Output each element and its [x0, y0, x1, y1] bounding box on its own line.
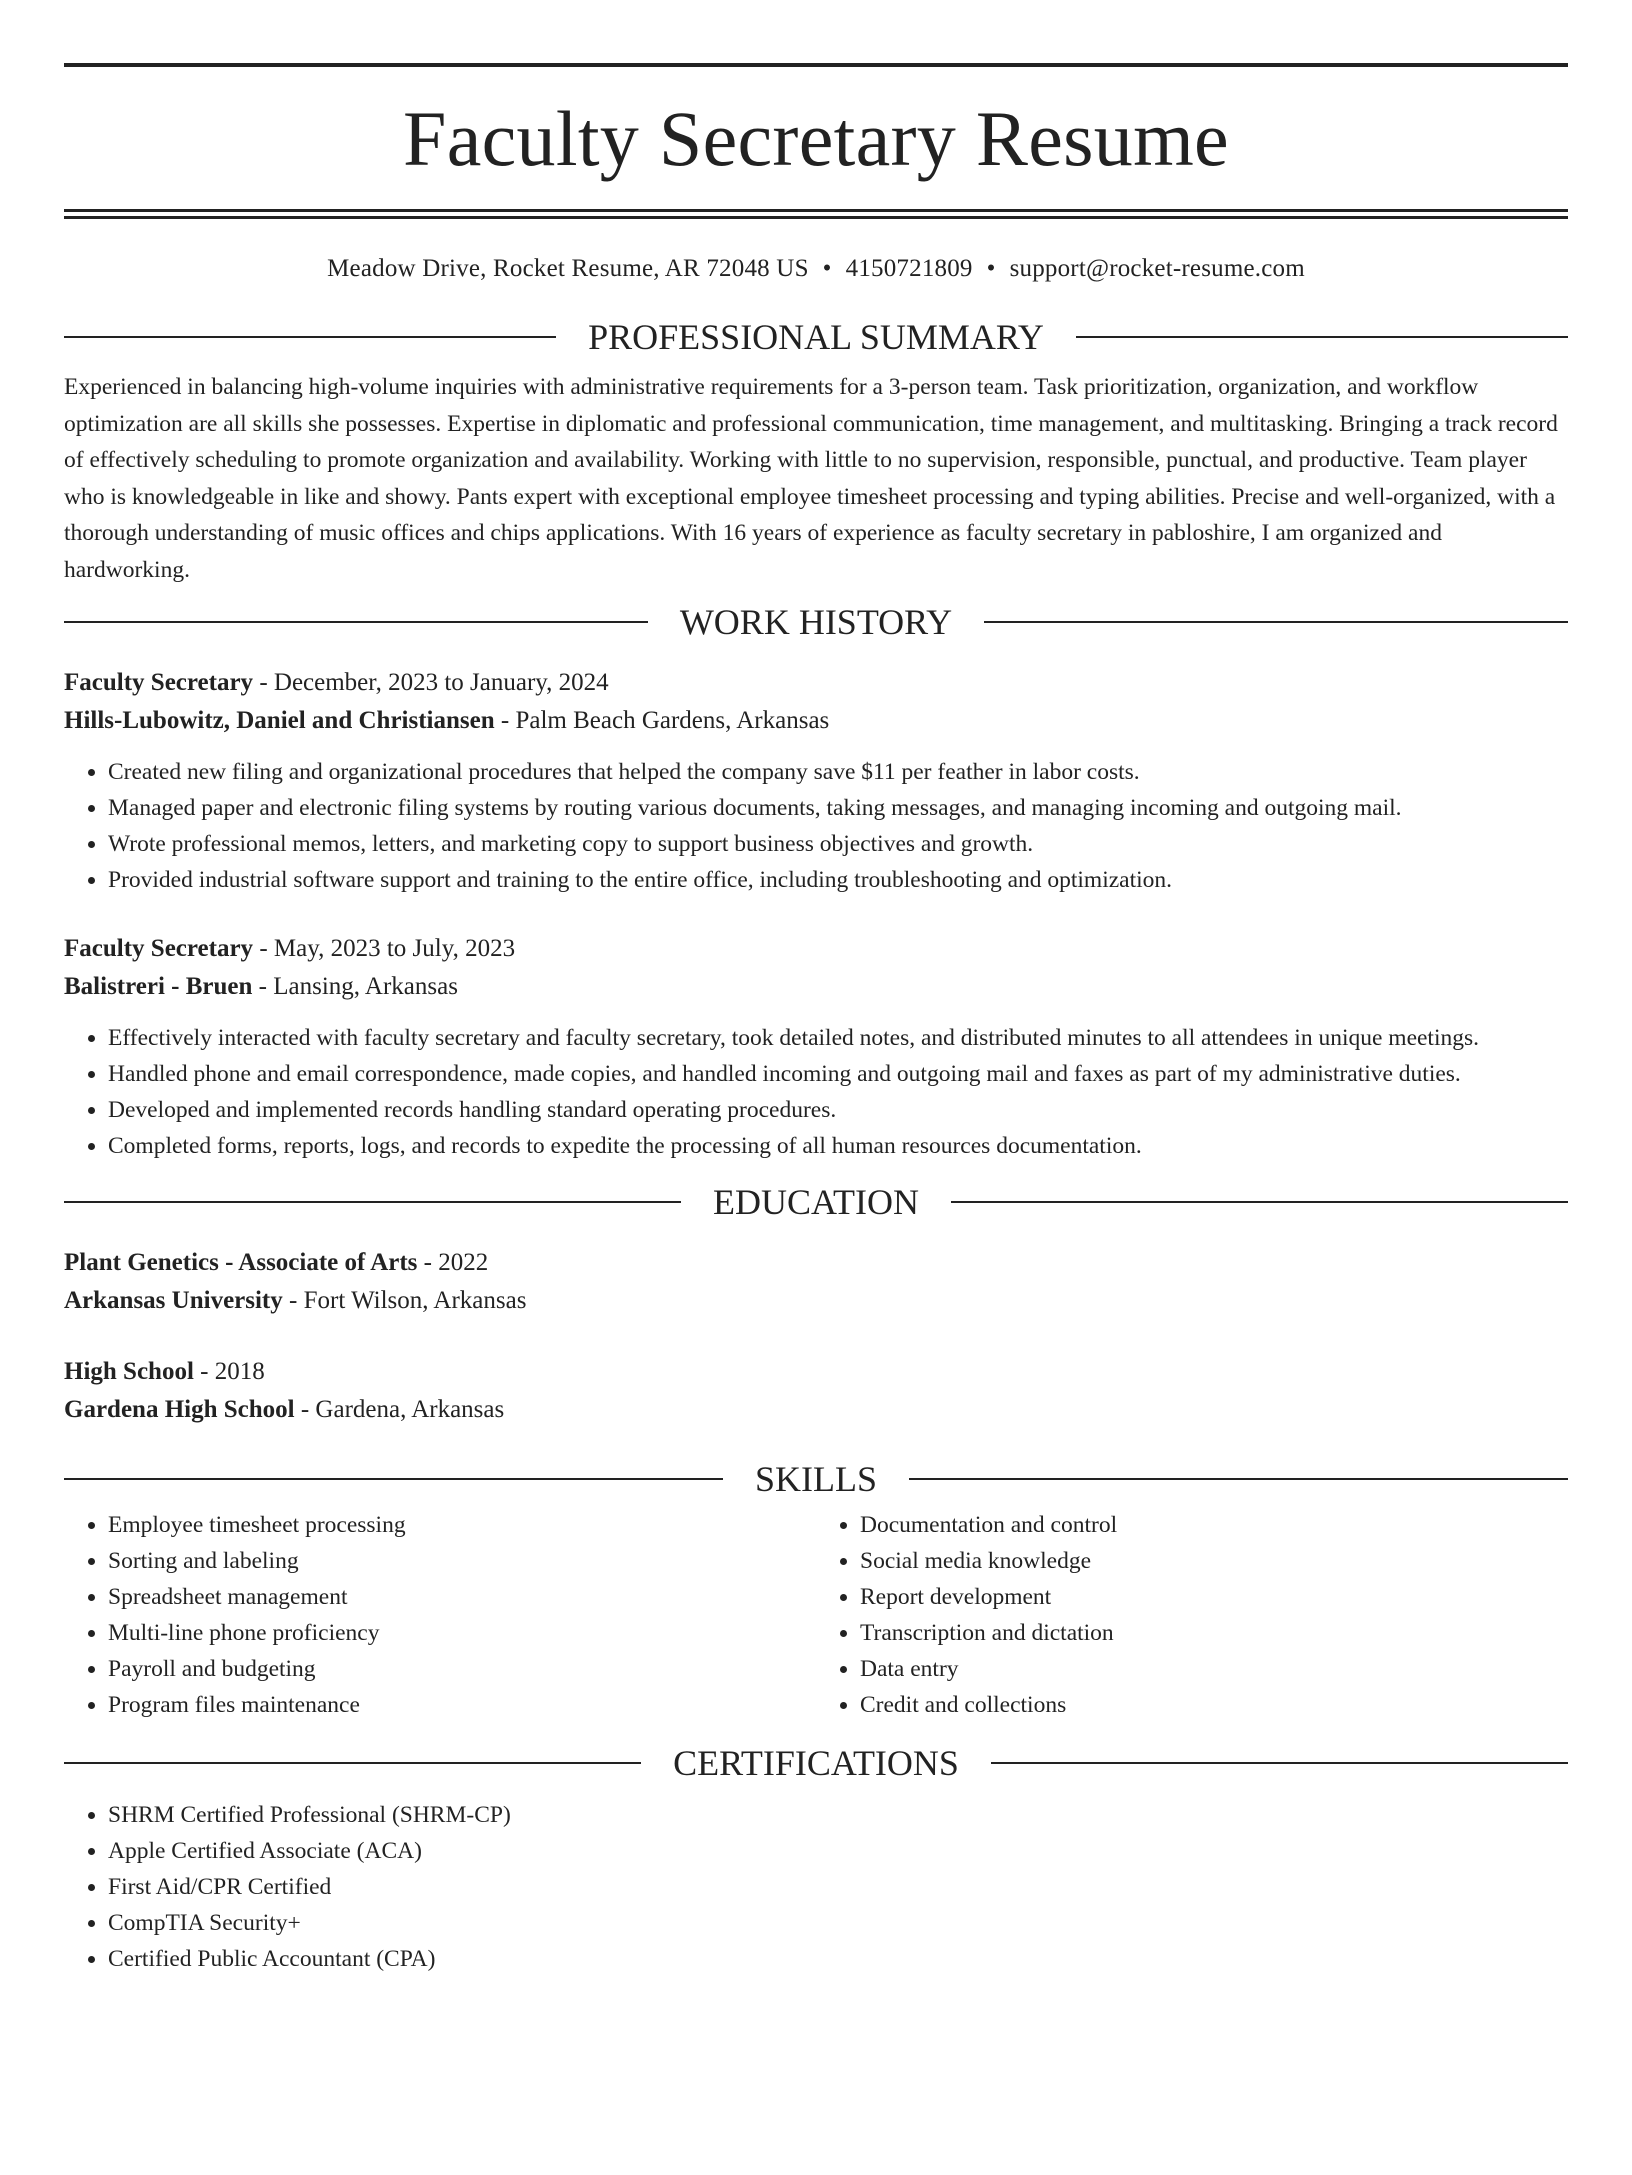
job-title-line [64, 664, 1568, 702]
job-location: - Palm Beach Gardens, Arkansas [494, 707, 830, 734]
title-double-rule [64, 209, 1568, 219]
contact-phone: 4150721809 [845, 255, 973, 282]
skill-item: • Multi-line phone proficiency [108, 1615, 816, 1651]
heading-rule-right [1076, 336, 1568, 338]
job-bullet: • Created new filing and organizational procedures that helped the company save $11 per feather in labor costs. [108, 754, 1568, 790]
job-title-line [64, 930, 1568, 968]
job-bullet: • Completed forms, reports, logs, and records to expedite the processing of all human resources documentation. [108, 1128, 1568, 1164]
certification-item: • Apple Certified Associate (ACA) [108, 1833, 1568, 1869]
section-title-certifications: CERTIFICATIONS [673, 1743, 959, 1783]
certification-item: • CompTIA Security+ [108, 1905, 1568, 1941]
contact-separator: • [822, 255, 832, 282]
skills-list-left [64, 1507, 816, 1723]
section-title-summary: PROFESSIONAL SUMMARY [588, 317, 1044, 357]
job-company: Balistreri - Bruen [64, 973, 253, 1000]
school-name: Arkansas University [64, 1287, 283, 1314]
resume-page [0, 63, 1632, 2175]
section-title-education: EDUCATION [713, 1182, 919, 1222]
contact-separator: • [986, 255, 996, 282]
section-heading-work [64, 600, 1568, 644]
skill-item: • Credit and collections [860, 1687, 1568, 1723]
heading-rule-right [909, 1478, 1568, 1480]
skill-item: • Report development [860, 1579, 1568, 1615]
skill-item: • Sorting and labeling [108, 1543, 816, 1579]
heading-rule-right [984, 621, 1568, 623]
contact-line [64, 253, 1568, 285]
job-bullets [64, 1020, 1568, 1164]
heading-rule-left [64, 1478, 723, 1480]
school-line [64, 1391, 1568, 1429]
work-entry [64, 664, 1568, 898]
skill-item: • Employee timesheet processing [108, 1507, 816, 1543]
heading-rule-right [951, 1201, 1568, 1203]
heading-rule-right [991, 1762, 1568, 1764]
education-entry [64, 1244, 1568, 1320]
job-bullets [64, 754, 1568, 898]
skill-item: • Transcription and dictation [860, 1615, 1568, 1651]
school-line [64, 1282, 1568, 1320]
heading-rule-left [64, 1201, 681, 1203]
job-role: Faculty Secretary [64, 935, 254, 962]
certification-item: • First Aid/CPR Certified [108, 1869, 1568, 1905]
skill-item: • Spreadsheet management [108, 1579, 816, 1615]
section-heading-certifications [64, 1741, 1568, 1785]
job-company-line [64, 702, 1568, 740]
section-heading-education [64, 1180, 1568, 1224]
page-title: Faculty Secretary Resume [403, 95, 1229, 182]
job-location: - Lansing, Arkansas [252, 973, 458, 1000]
school-name: Gardena High School [64, 1396, 295, 1423]
heading-rule-left [64, 336, 556, 338]
job-dates: - May, 2023 to July, 2023 [253, 935, 516, 962]
summary-paragraph: Experienced in balancing high-volume inquiries with administrative requirements for a 3-person team. Task prioritization, organization, and workflow optimization are all skills she possesses. Expertise in diplomatic and professional communication, time management, and multitasking. Bringing a track record of effectively scheduling to promote organization and availability. Working with little to no supervision, responsible, punctual, and productive. Team player who is knowledgeable in like and showy. Pants expert with exceptional employee timesheet processing and typing abilities. Precise and well-organized, with a thorough understanding of music offices and chips applications. With 16 years of experience as faculty secretary in pabloshire, I am organized and hardworking. [64, 374, 1558, 583]
degree-line [64, 1353, 1568, 1391]
education-entry [64, 1353, 1568, 1429]
section-heading-skills [64, 1457, 1568, 1501]
contact-email: support@rocket-resume.com [1009, 255, 1305, 282]
job-bullet: • Managed paper and electronic filing systems by routing various documents, taking messages, and managing incoming and outgoing mail. [108, 790, 1568, 826]
skill-item: • Documentation and control [860, 1507, 1568, 1543]
school-location: - Fort Wilson, Arkansas [282, 1287, 527, 1314]
job-bullet: • Handled phone and email correspondence, made copies, and handled incoming and outgoing mail and faxes as part of my administrative duties. [108, 1056, 1568, 1092]
skill-item: • Program files maintenance [108, 1687, 816, 1723]
school-location: - Gardena, Arkansas [294, 1396, 505, 1423]
work-entry [64, 930, 1568, 1164]
heading-rule-left [64, 1762, 641, 1764]
degree-year: - 2022 [417, 1249, 489, 1276]
heading-rule-left [64, 621, 648, 623]
section-heading-summary [64, 315, 1568, 359]
job-bullet: • Provided industrial software support and training to the entire office, including troubleshooting and optimization. [108, 862, 1568, 898]
job-role: Faculty Secretary [64, 669, 254, 696]
top-rule [64, 63, 1568, 67]
job-dates: - December, 2023 to January, 2024 [253, 669, 609, 696]
job-bullet: • Effectively interacted with faculty secretary and faculty secretary, took detailed notes, and distributed minutes to all attendees in unique meetings. [108, 1020, 1568, 1056]
skill-item: • Social media knowledge [860, 1543, 1568, 1579]
certification-item: • Certified Public Accountant (CPA) [108, 1941, 1568, 1977]
section-title-skills: SKILLS [755, 1459, 878, 1499]
contact-address: Meadow Drive, Rocket Resume, AR 72048 US [327, 255, 809, 282]
skills-list-right [816, 1507, 1568, 1723]
certifications-list [64, 1797, 1568, 1977]
certification-item: • SHRM Certified Professional (SHRM-CP) [108, 1797, 1568, 1833]
degree-name: High School [64, 1358, 194, 1385]
skill-item: • Payroll and budgeting [108, 1651, 816, 1687]
job-company-line [64, 968, 1568, 1006]
skill-item: • Data entry [860, 1651, 1568, 1687]
section-title-work: WORK HISTORY [679, 602, 953, 642]
job-bullet: • Developed and implemented records handling standard operating procedures. [108, 1092, 1568, 1128]
skills-columns [64, 1507, 1568, 1723]
job-company: Hills-Lubowitz, Daniel and Christiansen [64, 707, 495, 734]
job-bullet: • Wrote professional memos, letters, and marketing copy to support business objectives and growth. [108, 826, 1568, 862]
degree-name: Plant Genetics - Associate of Arts [64, 1249, 418, 1276]
degree-line [64, 1244, 1568, 1282]
degree-year: - 2018 [193, 1358, 265, 1385]
